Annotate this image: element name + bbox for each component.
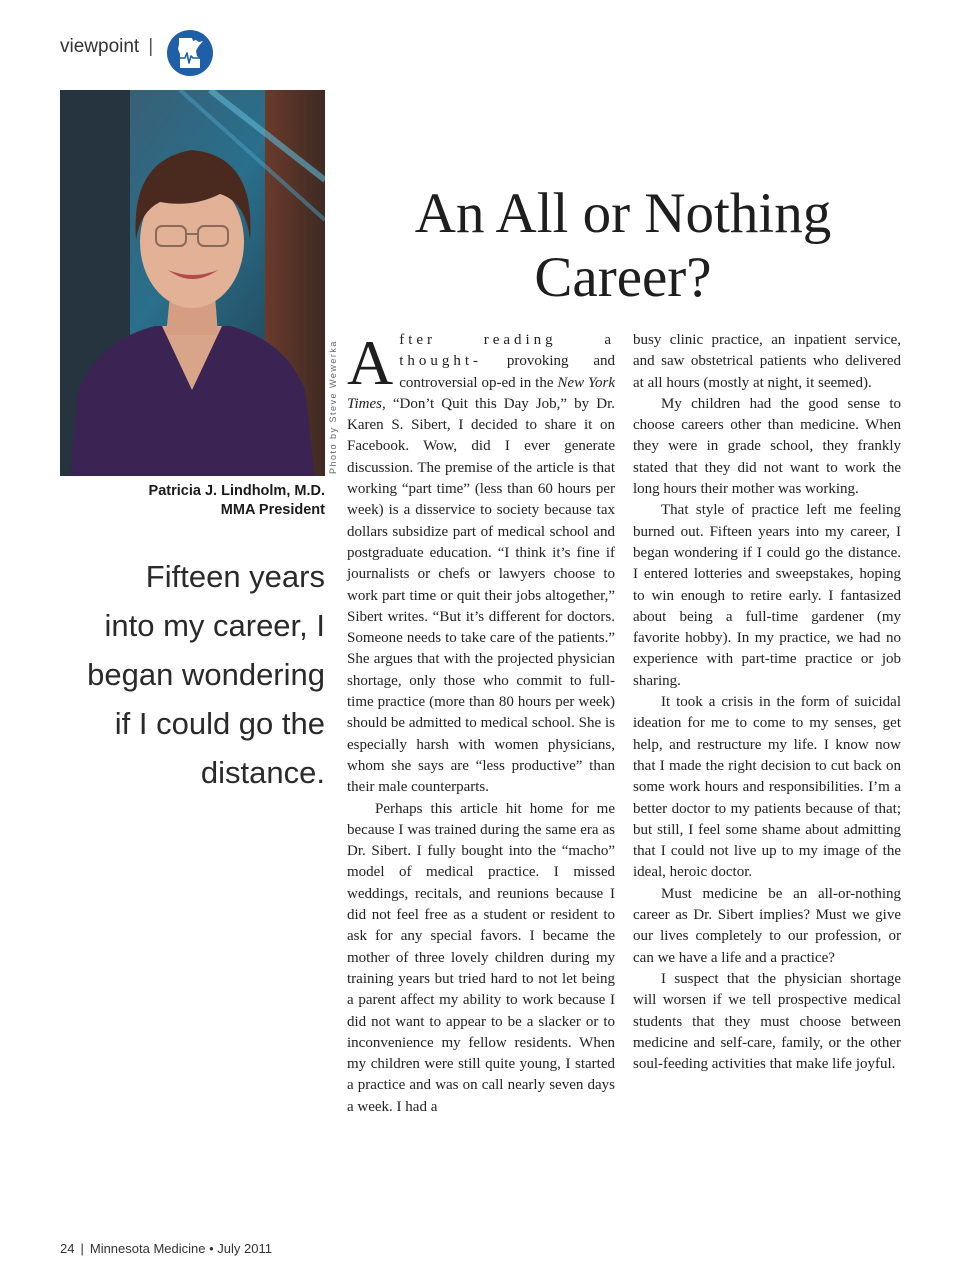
article-paragraph: That style of practice left me feeling burned out. Fifteen years into my career, I began wondering if I could go the distance. I entered lotteries and sweepstakes, hoping to win enough to retire early. I fantasized about being a full-time gardener (my favorite hobby). In my practice, we had no experience with part-time practice or job sharing.: [633, 502, 901, 689]
issue-date: July 2011: [217, 1241, 272, 1256]
article-paragraph: [347, 327, 615, 799]
pull-quote-line: distance.: [200, 755, 325, 790]
paragraph-text: “Don’t Quit this Day Job,” by Dr. Karen S. Sibert, I decided to share it on Facebook. Wow, did I ever generate discussion. The premise of the article is that working “part time” (less than 60 hours per week) is a disservice to society because tax dollars subsidize part of medical school and postgraduate education. “I think it’s fine if journalists or chefs or lawyers choose to work part time or quit their jobs altogether,” Sibert writes. “But it’s different for doctors. Someone needs to take care of the patients.” She argues that with the projected physician shortage, only those who commit to full-time practice (more than 80 hours per week) should be admitted to medical school. She is especially harsh with women physicians, whom she says are “less productive” than their male counterparts.: [347, 395, 615, 796]
article-paragraph: Must medicine be an all-or-nothing career as Dr. Sibert implies? Must we give our lives completely to our profession, or can we have a life and a practice?: [633, 885, 901, 966]
article-paragraph: My children had the good sense to choose careers other than medicine. When they were in grade school, they frankly stated that they did not want to work the long hours their mother was working.: [633, 395, 901, 498]
minnesota-state-icon: [166, 29, 214, 77]
caption-name: Patricia J. Lindholm, M.D.: [148, 483, 325, 499]
portrait-illustration: [60, 90, 325, 476]
pull-quote-line: began wondering: [87, 657, 325, 692]
lead-in: fter reading a thought-: [399, 332, 615, 370]
article-paragraph: busy clinic practice, an inpatient service, and saw obstetrical patients who delivered at all hours (mostly at night, it seemed).: [633, 332, 901, 391]
author-portrait: [60, 90, 325, 476]
headline-line-1: An All or Nothing: [414, 182, 832, 245]
headline-line-2: Career?: [534, 246, 712, 309]
photo-caption: [60, 482, 325, 520]
photo-credit: Photo by Steve Wewerka: [328, 340, 338, 474]
pull-quote-line: if I could go the: [114, 706, 325, 741]
publication-title: Minnesota Medicine: [89, 1241, 206, 1256]
footer-separator: |: [80, 1241, 84, 1256]
drop-cap: A: [347, 327, 394, 398]
article-headline: [345, 182, 901, 310]
pull-quote-line: Fifteen years: [145, 559, 325, 594]
section-separator: |: [148, 36, 154, 57]
article-paragraph: Perhaps this article hit home for me because I was trained during the same era as Dr. Sibert. I fully bought into the “macho” model of medical practice. I missed weddings, recitals, and reunions because I did not feel free as a student or resident to ask for any special favors. I became the mother of three lovely children during my training years but tried hard to not let being a parent affect my ability to work because I did not want to appear to be a slacker or to inconvenience my fellow residents. When my children were still quite young, I started a practice and was on call nearly seven days a week. I had a: [347, 800, 615, 1115]
page-footer: [60, 1241, 272, 1256]
pull-quote-line: into my career, I: [104, 608, 325, 643]
pull-quote: [40, 552, 325, 797]
publication-name: New York Times,: [347, 374, 615, 412]
section-label: [60, 36, 153, 58]
article-paragraph: It took a crisis in the form of suicidal ideation for me to come to my senses, get help, and restructure my life. I know now that I made the right decision to cut back on some work hours and responsibilities. I’m a better doctor to my patients because of that; but still, I feel some shame about admitting that I could not live up to my image of the ideal, heroic doctor.: [633, 694, 901, 881]
caption-title: MMA President: [220, 502, 325, 518]
article-column-2: [633, 330, 901, 1075]
article-paragraph: I suspect that the physician shortage will worsen if we tell prospective medical students that they must choose between medicine and self-care, family, or the other soul-feeding activities that make life joyful.: [633, 970, 901, 1073]
article-column-1: [347, 327, 615, 1118]
section-name: viewpoint: [60, 36, 140, 57]
page-number: 24: [60, 1241, 75, 1256]
paragraph-text: provoking and controversial op-ed in the: [399, 353, 615, 391]
footer-bullet: •: [209, 1241, 214, 1256]
